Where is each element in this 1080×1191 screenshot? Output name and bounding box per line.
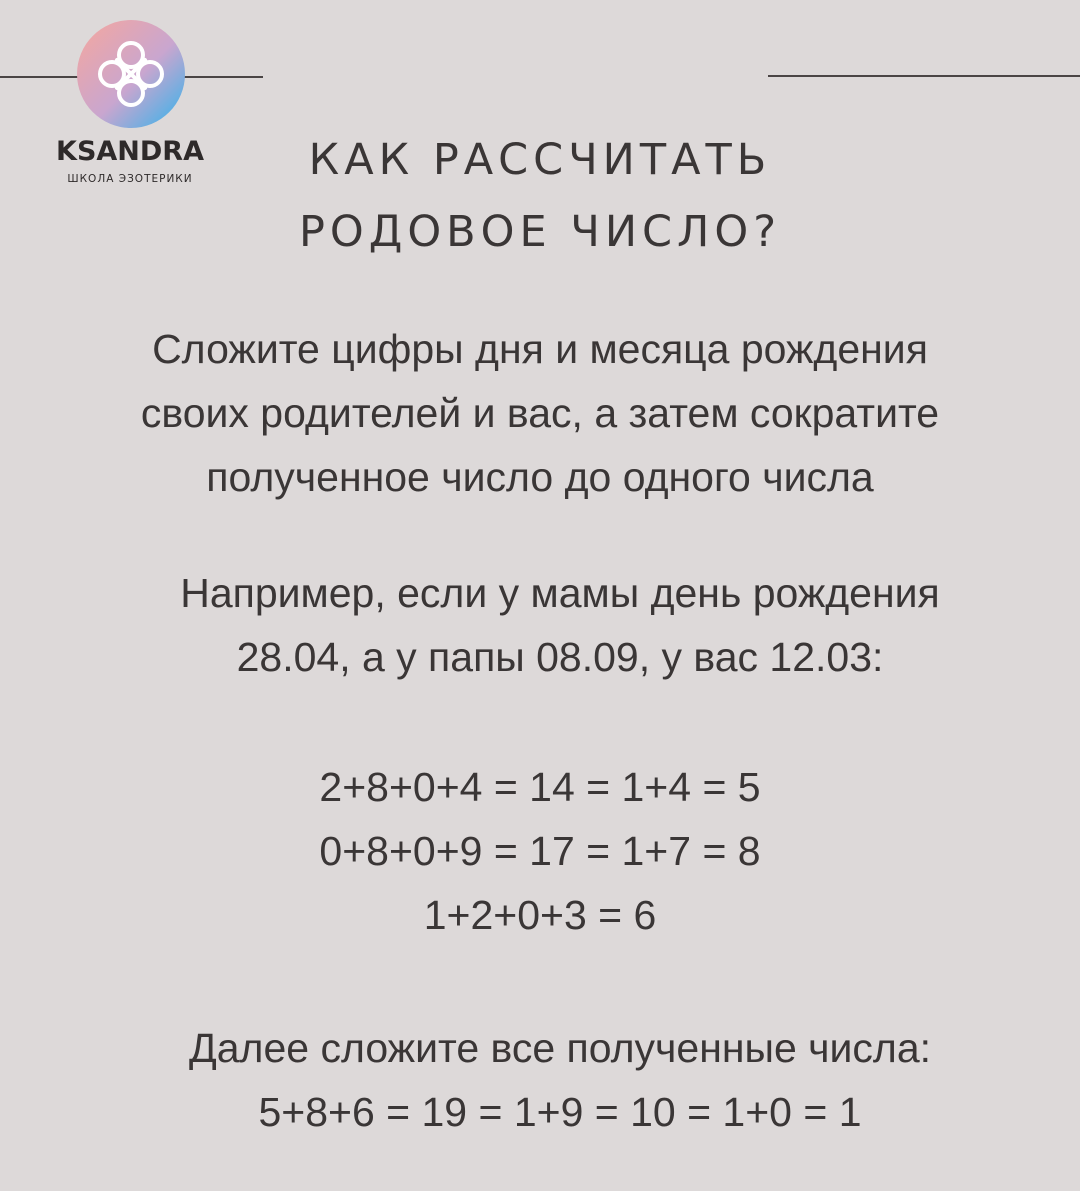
instruction-line: полученное число до одного числа bbox=[206, 454, 874, 500]
calculations-block bbox=[0, 755, 1080, 947]
divider-right bbox=[768, 75, 1080, 77]
example-line: 28.04, а у папы 08.09, у вас 12.03: bbox=[236, 634, 884, 680]
final-line: Далее сложите все полученные числа: bbox=[188, 1025, 932, 1071]
example-line: Например, если у мамы день рождения bbox=[180, 570, 940, 616]
brand-subtitle: ШКОЛА ЭЗОТЕРИКИ bbox=[67, 173, 193, 185]
calculation-line: 0+8+0+9 = 17 = 1+7 = 8 bbox=[319, 828, 761, 874]
page-title-line-1: КАК РАССЧИТАТЬ bbox=[308, 135, 772, 185]
flower-knot-icon bbox=[77, 20, 185, 128]
calculation-line: 2+8+0+4 = 14 = 1+4 = 5 bbox=[319, 764, 761, 810]
page-title-line-2: РОДОВОЕ ЧИСЛО? bbox=[298, 207, 782, 257]
final-line: 5+8+6 = 19 = 1+9 = 10 = 1+0 = 1 bbox=[258, 1089, 862, 1135]
brand-name: KSANDRA bbox=[56, 136, 204, 167]
instruction-line: своих родителей и вас, а затем сократите bbox=[140, 390, 940, 436]
instruction-line: Сложите цифры дня и месяца рождения bbox=[152, 326, 928, 372]
example-paragraph bbox=[20, 561, 1080, 689]
final-paragraph bbox=[20, 1016, 1080, 1144]
instruction-paragraph bbox=[0, 317, 1080, 509]
calculation-line: 1+2+0+3 = 6 bbox=[423, 892, 657, 938]
